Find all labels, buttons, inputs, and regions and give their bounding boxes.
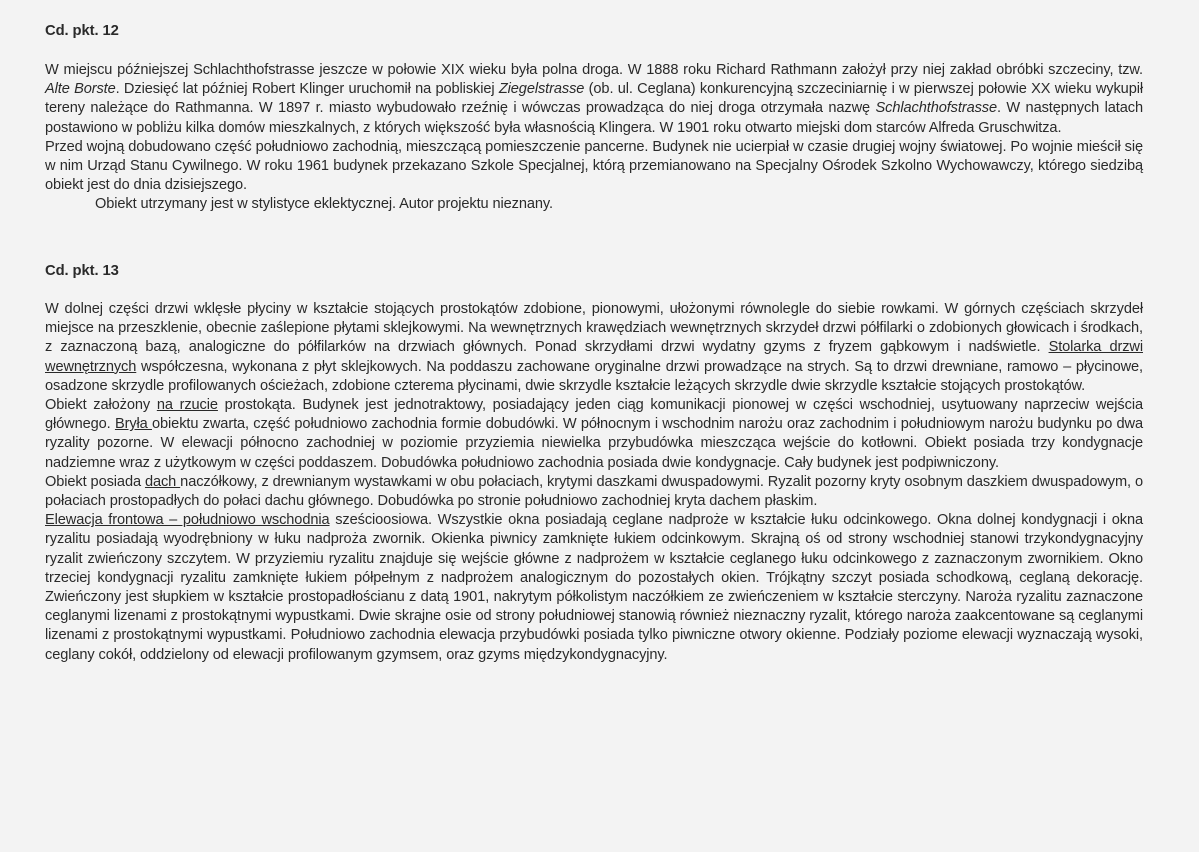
italic-name-schlachthofstrasse: Schlachthofstrasse	[875, 100, 998, 117]
section-12-body	[45, 61, 1143, 215]
text-run: W miejscu późniejszej Schlachthofstrasse jeszcze w połowie XIX wieku była polna droga. W 1888 roku Richard Rathmann założył przy niej zakład obróbki szczeciny, tzw.	[45, 62, 1143, 78]
text-run: (ob. ul. Ceglana) konkurencyjną szczeciniarnię i w pierwszej połowie XX wieku wykupił tereny należące do Rathmanna. W 1897 r. miasto wybudowało rzeźnię i wówczas prowadząca do niej droga otrzymała nazwę	[45, 81, 1143, 117]
section-13-paragraph-1	[45, 300, 1143, 396]
text-run: współczesna, wykonana z płyt sklejkowych. Na poddaszu zachowane oryginalne drzwi prowadzące na strych. Są to drzwi drewniane, ramowo – płycinowe, osadzone skrzydle profilowanych ościeżach, zdobione czterema płycinami, dwie skrzydle kształcie leżących skrzydle dwie skrzydle kształcie stojących prostokątów.	[45, 358, 1143, 394]
section-13-paragraph-3	[45, 473, 1143, 511]
text-run: naczółkowy, z drewnianym wystawkami w obu połaciach, krytymi daszkami dwuspadowymi. Ryzalit pozorny kryty osobnym daszkiem dwuspadowym, o połaciach prostopadłych do połaci dachu głównego. Dobudówka po stronie południowo zachodniej kryta dachem płaskim.	[45, 473, 1143, 510]
underlined-term-na-rzucie: na rzucie	[156, 397, 218, 414]
underlined-term-elewacja-frontowa: Elewacja frontowa – południowo wschodnia	[45, 512, 330, 529]
text-run: . Dziesięć lat później Robert Klinger uruchomił na pobliskiej	[115, 81, 499, 98]
underlined-term-dach: dach	[144, 473, 181, 490]
text-run: prostokąta. Budynek jest jednotraktowy, posiadający jeden ciąg komunikacji pionowej w części wschodniej, usytuowany naprzeciw wejścia głównego.	[45, 397, 1143, 433]
italic-name-alte-borste: Alte Borste	[45, 81, 116, 98]
section-13-heading: Cd. pkt. 13	[45, 263, 119, 279]
text-run: sześcioosiowa. Wszystkie okna posiadają ceglane nadproże w kształcie łuku odcinkowego. Okna dolnej kondygnacji i okna ryzalitu posiadają wyodrębniony w łuku nadproża zwornik. Okienka piwnicy zamknięte łukiem odcinkowym. Skrajną oś od strony wschodniej stanowi trzykondygnacyjny ryzalit zwieńczony szczytem. W przyziemiu ryzalitu znajduje się wejście główne z nadprożem w kształcie ceglanego łuku odcinkowego z zaznaczonym zwornikiem. Okno trzeciej kondygnacji ryzalitu zamknięte łukiem półpełnym z nadprożem analogicznym do pozostałych okien. Trójkątny szczyt posiada schodkową, ceglaną dekorację. Zwieńczony jest słupkiem w kształcie prostopadłościanu z datą 1901, nakrytym półkolistym naczółkiem ze zwieńczeniem w kształcie sterczyny. Naroża ryzalitu zaznaczone ceglanymi lizenami z prostokątnymi wypustkami. Dwie skrajne osie od strony południowej stanowią również nieznaczny ryzalit, którego naroża zaakcentowane są ceglanymi lizenami z prostokątnymi wypustkami. Południowo zachodnia elewacja przybudówki posiada tylko piwniczne otwory okienne. Podziały poziome elewacji wyznaczają wysoki, ceglany cokół, oddzielony od elewacji profilowanym gzymsem, oraz gzyms międzykondygnacyjny.	[45, 512, 1143, 663]
section-12-heading: Cd. pkt. 12	[45, 23, 119, 39]
text-run: obiektu zwarta, część południowo zachodnia formie dobudówki. W północnym i wschodnim narożu oraz zachodnim i południowym narożu budynku po dwa ryzality pozorne. W elewacji północno zachodniej w poziomie przyziemia niewielka przybudówka mieszcząca wejście do kotłowni. Obiekt posiada trzy kondygnacje nadziemne wraz z użytkowym w części poddaszem. Dobudówka południowo zachodnia posiada dwie kondygnacje. Cały budynek jest podpiwniczony.	[45, 416, 1143, 471]
underlined-term-stolarka: Stolarka drzwi wewnętrznych	[45, 339, 1143, 375]
section-13-paragraph-4	[45, 511, 1143, 665]
section-12-paragraph-1	[45, 61, 1143, 138]
text-run: Obiekt posiada	[45, 473, 145, 490]
section-12-paragraph-3: Obiekt utrzymany jest w stylistyce eklektycznej. Autor projektu nieznany.	[95, 196, 553, 213]
text-run: . W następnych latach postawiono w pobliżu kilka domów mieszkalnych, z których większość była własnością Klingera. W 1901 roku otwarto miejski dom starców Alfreda Gruschwitza.	[45, 100, 1143, 136]
italic-name-ziegelstrasse: Ziegelstrasse	[498, 81, 585, 98]
text-run: Obiekt założony	[45, 397, 157, 414]
section-13-body	[45, 300, 1143, 665]
section-13-paragraph-2	[45, 396, 1143, 473]
underlined-term-bryla: Bryła	[114, 416, 152, 433]
text-run: W dolnej części drzwi wklęsłe płyciny w kształcie stojących prostokątów zdobione, pionowymi, ułożonymi równolegle do siebie rowkami. W górnych częściach skrzydeł miejsce na przeszklenie, obecnie zaślepione płytami sklejkowymi. Na wewnętrznych krawędziach wewnętrznych skrzydeł drzwi półfilarki o zdobionych głowicach i środkach, z zaznaczoną bazą, analogiczne do półfilarków na drzwiach głównych. Ponad skrzydłami drzwi wydatny gzyms z fryzem gąbkowym i nadświetle.	[45, 301, 1143, 356]
section-12-paragraph-2: Przed wojną dobudowano część południowo zachodnią, mieszczącą pomieszczenie pancerne. Budynek nie ucierpiał w czasie drugiej wojny światowej. Po wojnie mieścił się w nim Urząd Stanu Cywilnego. W roku 1961 budynek przekazano Szkole Specjalnej, którą przemianowano na Specjalny Ośrodek Szkolno Wychowawczy, którego siedzibą obiekt jest do dnia dzisiejszego.	[45, 138, 1143, 194]
